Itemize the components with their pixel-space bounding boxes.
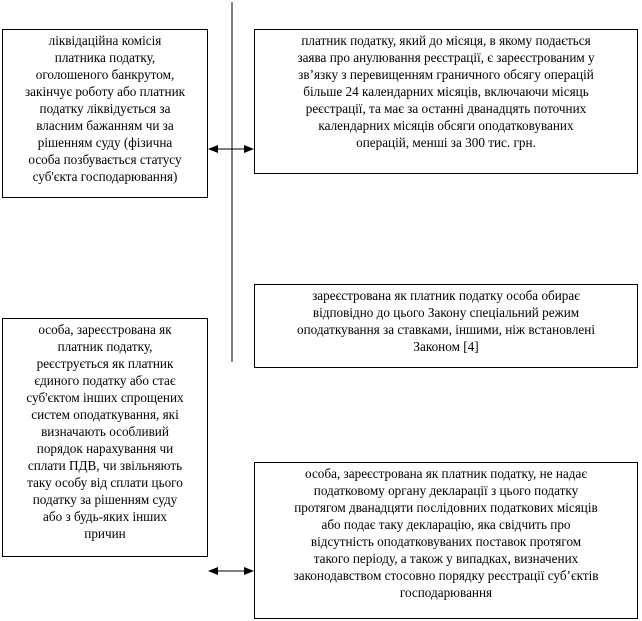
box-liquidation: ліквідаційна комісія платника податку, оголошеного банкрутом, закінчує роботу або платник податку ліквідується за власним бажанням чи за рішенням суду (фізична особа позбувається статусу суб'єкта господарювання)	[2, 29, 208, 198]
box-single-tax: особа, зареєстрована як платник податку, реєструється як платник єдиного податку або стає суб'єктом інших спрощених систем оподаткування, які визначають особливий порядок нарахування чи сплати ПДВ, чи звільняють таку особу від сплати цього податку за рішенням суду або з будь-яких інших причин	[2, 318, 208, 557]
box-threshold-volume: платник податку, який до місяця, в якому подається заява про анулювання реєстрації, є зареєстрованим у зв’язку з перевищенням граничного обсягу операцій більше 24 календарних місяців, включаючи місяць реєстрації, та має за останні дванадцять поточних календарних місяців обсяги оподатковуваних операцій, менші за 300 тис. грн.	[254, 29, 638, 174]
box-special-regime: зареєстрована як платник податку особа обирає відповідно до цього Закону спеціальний режим оподаткування за ставками, іншими, ніж встановлені Законом [4]	[254, 284, 638, 368]
box-no-declaration: особа, зареєстрована як платник податку, не надає податковому органу декларації з цього податку протягом дванадцяти послідовних податкових місяців або подає таку декларацію, яка свідчить про відсутність оподатковуваних поставок протягом такого періоду, а також у випадках, визначених законодавством стосовно порядку реєстрації суб’єктів господарювання	[254, 462, 638, 619]
